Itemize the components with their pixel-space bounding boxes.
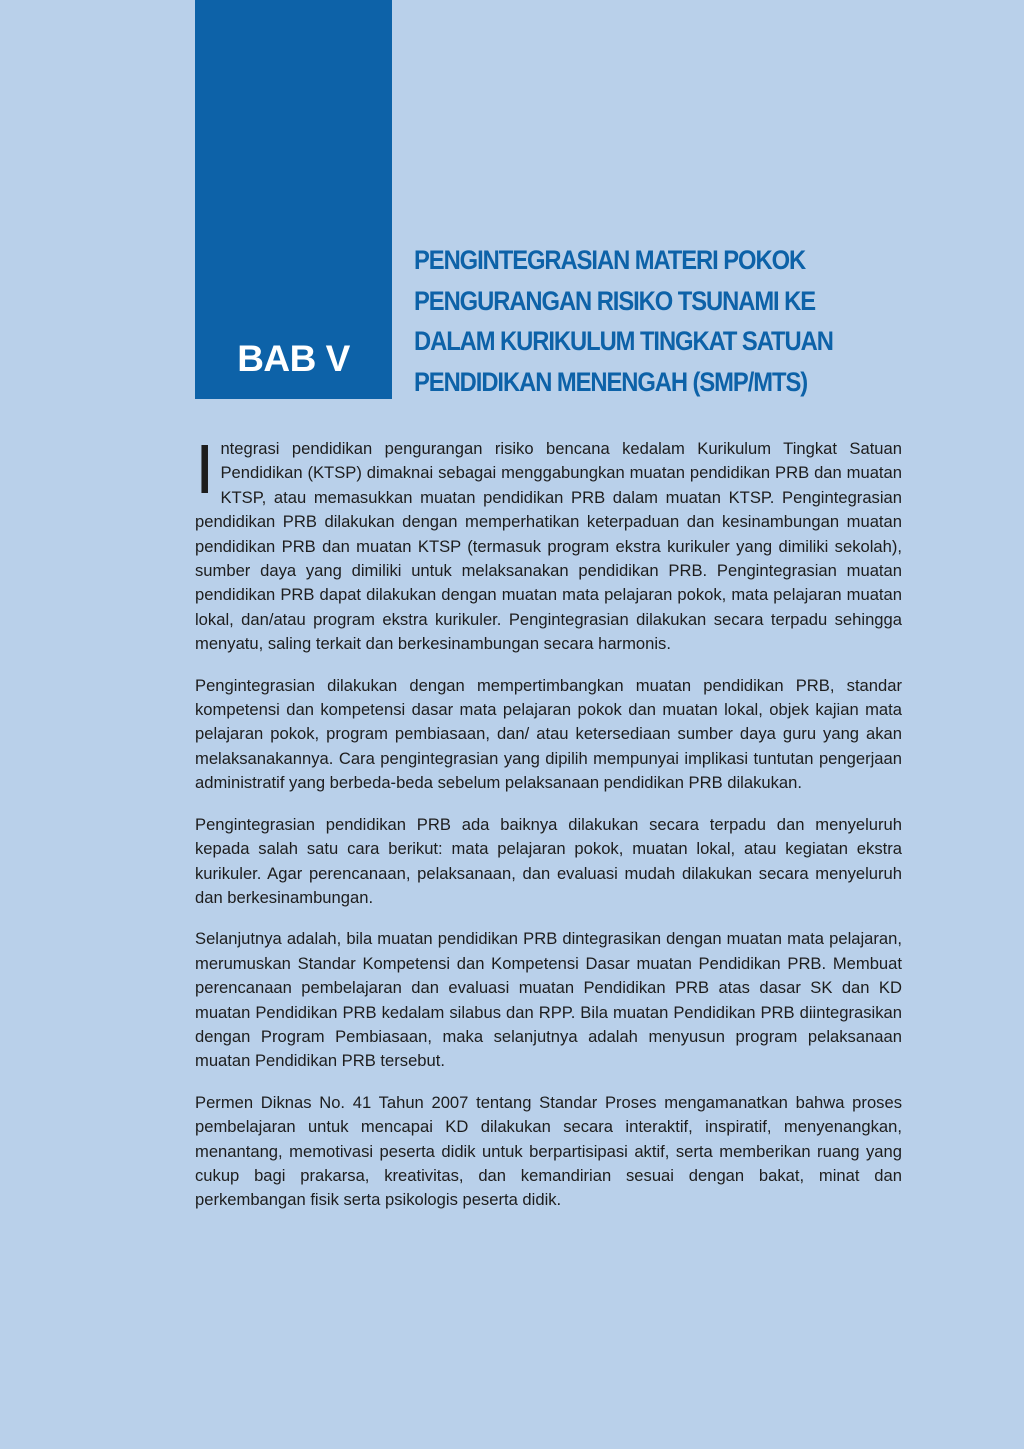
paragraph-1 [195,430,902,657]
paragraph-5: Permen Diknas No. 41 Tahun 2007 tentang Standar Proses mengamanatkan bahwa proses pembelajaran untuk mencapai KD dilakukan secara interaktif, inspiratif, menyenangkan, menantang, memotivasi peserta didik untuk berpartisipasi aktif, serta memberikan ruang yang cukup bagi prakarsa, kreativitas, dan kemandirian sesuai dengan bakat, minat dan perkembangan fisik serta psikologis peserta didik. [195,1092,902,1210]
paragraph-2: Pengintegrasian dilakukan dengan mempertimbangkan muatan pendidikan PRB, standar kompetensi dan kompetensi dasar mata pelajaran pokok dan muatan lokal, objek kajian mata pelajaran pokok, program pembiasaan, dan/ atau ketersediaan sumber daya guru yang akan melaksanakannya. Cara pengintegrasian yang dipilih mempunyai implikasi tuntutan pengerjaan administratif yang berbeda-beda sebelum pelaksanaan pendidikan PRB dilakukan. [195,675,902,793]
chapter-label: BAB V [237,338,350,379]
body-text [195,430,902,1230]
paragraph-3: Pengintegrasian pendidikan PRB ada baiknya dilakukan secara terpadu dan menyeluruh kepada salah satu cara berikut: mata pelajaran pokok, muatan lokal, atau kegiatan ekstra kurikuler. Agar perencanaan, pelaksanaan, dan evaluasi mudah dilakukan secara menyeluruh dan berkesinambungan. [195,814,902,907]
paragraph-4: Selanjutnya adalah, bila muatan pendidikan PRB dintegrasikan dengan muatan mata pelajaran, merumuskan Standar Kompetensi dan Kompetensi Dasar muatan Pendidikan PRB. Membuat perencanaan pembelajaran dan evaluasi muatan Pendidikan PRB atas dasar SK dan KD muatan Pendidikan PRB kedalam silabus dan RPP. Bila muatan Pendidikan PRB diintegrasikan dengan Program Pembiasaan, maka selanjutnya adalah menyusun program pelaksanaan muatan Pendidikan PRB tersebut. [195,929,902,1071]
paragraph-1-text: ntegrasi pendidikan pengurangan risiko bencana kedalam Kurikulum Tingkat Satuan Pendidikan (KTSP) dimaknai sebagai menggabungkan muatan pendidikan PRB dan muatan KTSP, atau memasukkan muatan pendidikan PRB dalam muatan KTSP. Pengintegrasian pendidikan PRB dilakukan dengan memperhatikan keterpaduan dan kesinambungan muatan pendidikan PRB dan muatan KTSP (termasuk program ekstra kurikuler yang dimiliki sekolah), sumber daya yang dimiliki untuk melaksanakan pendidikan PRB. Pengintegrasian muatan pendidikan PRB dapat dilakukan dengan muatan mata pelajaran pokok, mata pelajaran muatan lokal, dan/atau program ekstra kurikuler. Pengintegrasian dilakukan secara terpadu sehingga menyatu, saling terkait dan berkesinambungan secara harmonis. [195,439,902,654]
chapter-block [195,0,392,399]
chapter-title-line: PENGINTEGRASIAN MATERI POKOK [414,245,806,275]
drop-cap: I [195,430,215,508]
chapter-title-line: PENDIDIKAN MENENGAH (SMP/MTS) [414,366,808,397]
chapter-title [414,240,854,402]
chapter-title-line: DALAM KURIKULUM TINGKAT SATUAN [414,326,833,356]
chapter-title-line: PENGURANGAN RISIKO TSUNAMI KE [414,285,816,316]
